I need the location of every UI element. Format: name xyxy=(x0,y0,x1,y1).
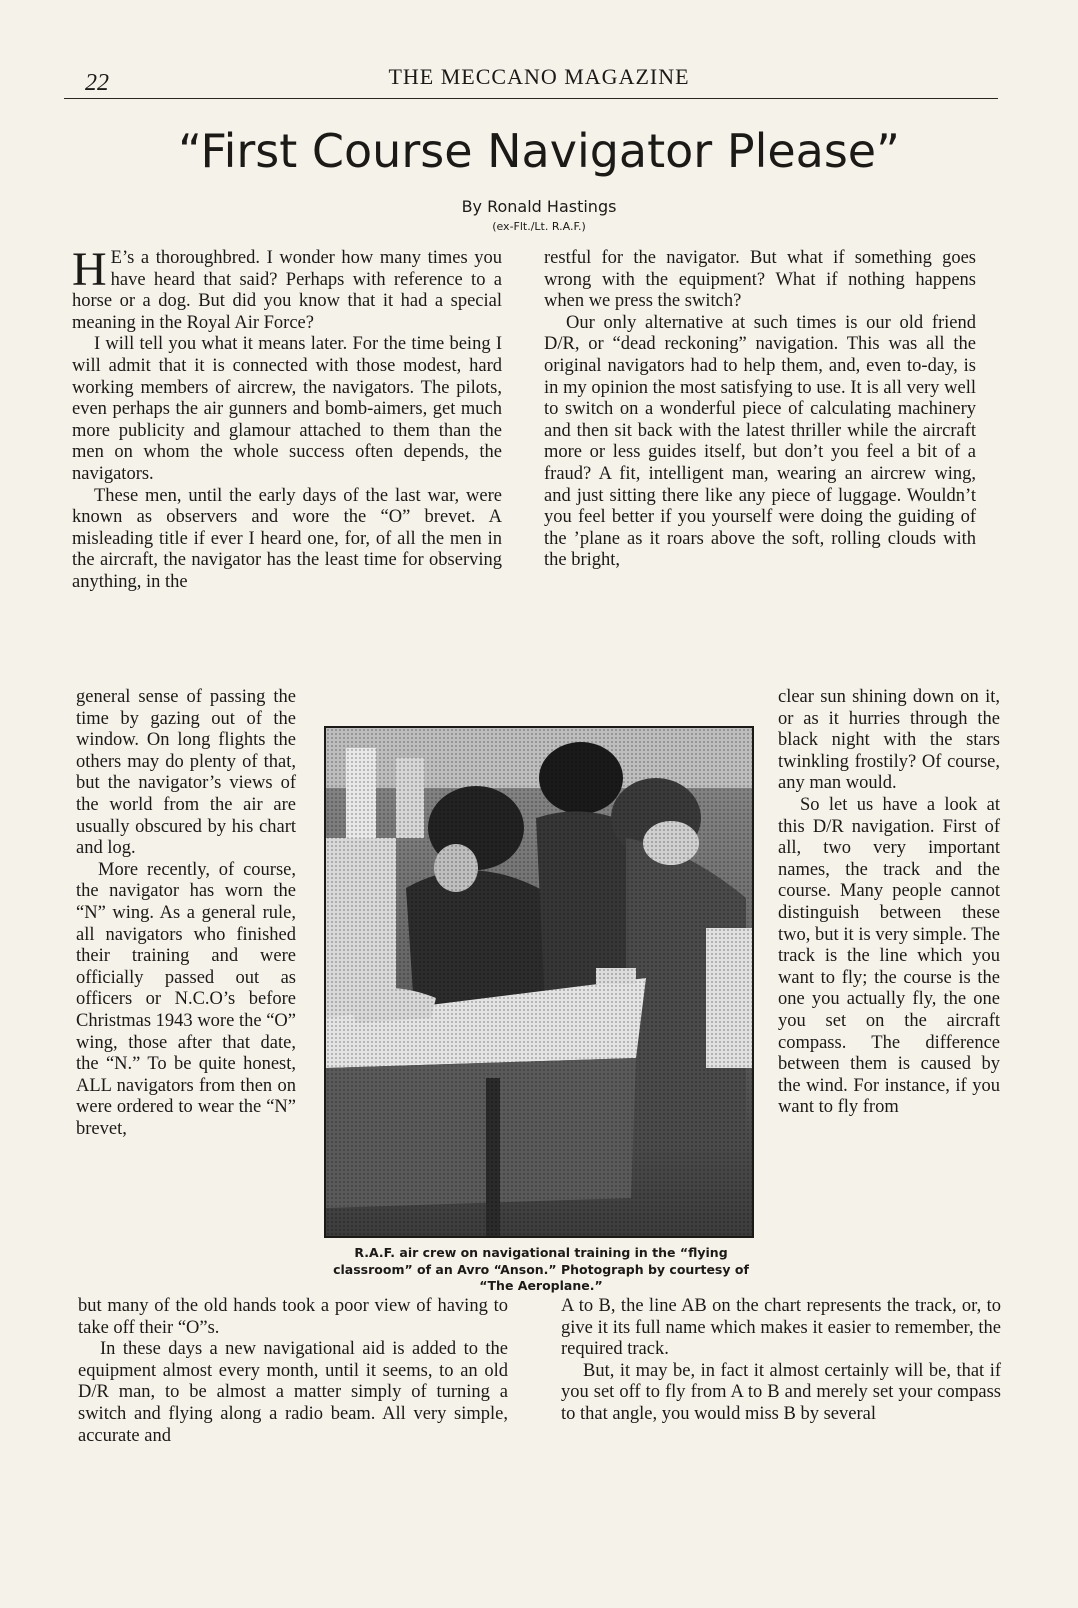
column-1-bottom xyxy=(78,1296,508,1447)
halftone-overlay xyxy=(326,728,752,1236)
column-1-beside-photo xyxy=(76,687,296,1140)
paragraph-text: A to B, the line AB on the chart represents the track, or, to give it its full name which makes it easier to remember, the required track. xyxy=(561,1296,1001,1360)
paragraph xyxy=(778,795,1000,1119)
running-head: THE MECCANO MAGAZINE xyxy=(388,64,690,89)
column-2-bottom xyxy=(561,1296,1001,1426)
paragraph xyxy=(72,334,502,485)
paragraph-text: restful for the navigator. But what if something goes wrong with the equipment? What if nothing happens when we press the switch? xyxy=(544,248,976,312)
paragraph-text: but many of the old hands took a poor view of having to take off their “O”s. xyxy=(78,1296,508,1338)
paragraph xyxy=(544,313,976,572)
photo-caption: R.A.F. air crew on navigational training in the “flying classroom” of an Avro “Anson.” Photograph by courtesy of “The Aeroplane.” xyxy=(333,1245,749,1293)
article-title: “First Course Navigator Please” xyxy=(178,124,900,178)
paragraph-text: Our only alternative at such times is our old friend D/R, or “dead reckoning” navigation. This was all the original navigators had to help them, and, even to-day, is in my opinion the most satisfying to use. It is all very well to switch on a wonderful piece of calculating machinery and then sit back with the latest thriller while the aircraft more or less guides itself, but don’t you feel a bit of a fraud? A fit, intelligent man, wearing an aircrew wing, and just sitting there like any piece of luggage. Wouldn’t you feel better if you yourself were doing the guiding of the ’plane as it roars above the soft, rolling clouds with the bright, xyxy=(544,312,976,571)
paragraph-text: But, it may be, in fact it almost certainly will be, that if you set off to fly from A to B and merely set your compass to that angle, you would miss B by several xyxy=(561,1360,1001,1424)
paragraph xyxy=(72,243,502,334)
paragraph xyxy=(76,860,296,1141)
paragraph xyxy=(78,1339,508,1447)
author-credential: (ex-Flt./Lt. R.A.F.) xyxy=(492,220,586,233)
paragraph-text: general sense of passing the time by gazing out of the window. On long flights the others may do plenty of that, but the navigator’s views of the world from the air are usually obscured by his chart and log. xyxy=(76,687,296,859)
paragraph xyxy=(72,486,502,594)
column-1-top xyxy=(72,243,502,594)
drop-cap: H xyxy=(72,243,107,296)
paragraph xyxy=(561,1361,1001,1426)
column-2-beside-photo xyxy=(778,687,1000,1119)
paragraph-text: clear sun shining down on it, or as it hurries through the black night with the stars twinkling frostily? Of course, any man would. xyxy=(778,687,1000,794)
paragraph-text: In these days a new navigational aid is added to the equipment almost every month, until it seems, to an old D/R man, to be almost a matter simply of turning a switch and flying along a radio beam. All very simple, accurate and xyxy=(78,1339,508,1446)
paragraph xyxy=(78,1296,508,1339)
column-2-top xyxy=(544,248,976,572)
paragraph-text: E’s a thoroughbred. I wonder how many times you have heard that said? Perhaps with reference to a horse or a dog. But did you know that it had a special meaning in the Royal Air Force? xyxy=(72,248,502,333)
paragraph-text: So let us have a look at this D/R navigation. First of all, two very important names, the track and the course. Many people cannot distinguish between these two, but it is very simple. The track is the line which you want to fly; the course is the one you actually fly, the one you set on the aircraft compass. The difference between them is caused by the wind. For instance, if you want to fly from xyxy=(778,794,1000,1118)
paragraph xyxy=(561,1296,1001,1361)
paragraph-text: I will tell you what it means later. For the time being I will admit that it is connected with those modest, hard working members of aircrew, the navigators. The pilots, even perhaps the air gunners and bomb-aimers, get much more publicity and glamour attached to them than the men on whom the whole success often depends, the navigators. xyxy=(72,334,502,484)
paragraph-text: More recently, of course, the navigator has worn the “N” wing. As a general rule, all navigators who finished their training and were officially passed out as officers or N.C.O’s before Christmas 1943 wore the “O” wing, those after that date, the “N.” To be quite honest, ALL navigators from then on were ordered to wear the “N” brevet, xyxy=(76,859,296,1139)
paragraph xyxy=(76,687,296,860)
paragraph-text: These men, until the early days of the last war, were known as observers and wore the “O” brevet. A misleading title if ever I heard one, for, of all the men in the aircraft, the navigator has the least time for observing anything, in the xyxy=(72,485,502,592)
page-number: 22 xyxy=(85,70,109,96)
article-byline: By Ronald Hastings xyxy=(461,197,617,216)
paragraph xyxy=(778,687,1000,795)
photo-illustration xyxy=(326,728,752,1236)
paragraph xyxy=(544,248,976,313)
photograph-navigators-at-chart-table xyxy=(324,726,754,1238)
header-rule xyxy=(64,98,998,99)
